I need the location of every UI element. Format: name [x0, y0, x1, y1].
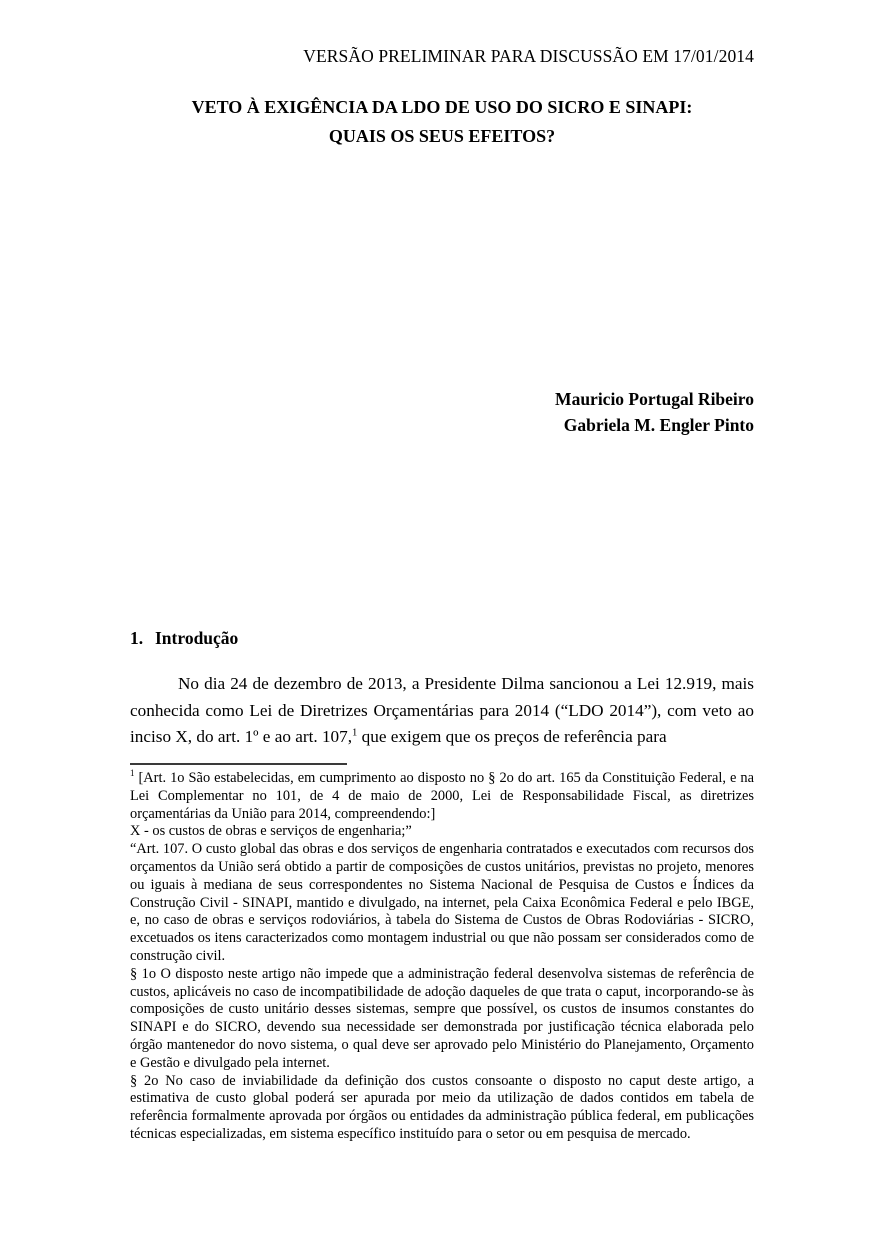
footnote-paragraph-1	[130, 770, 754, 823]
author-name-2: Gabriela M. Engler Pinto	[563, 415, 754, 435]
author-name-1: Mauricio Portugal Ribeiro	[555, 389, 754, 409]
footnote-marker: 1	[130, 768, 135, 779]
footnote-paragraph-2: X - os custos de obras e serviços de engenharia;”	[130, 823, 412, 840]
document-title-line-1: VETO À EXIGÊNCIA DA LDO DE USO DO SICRO E SINAPI:	[191, 97, 693, 117]
footnote-paragraph-3: “Art. 107. O custo global das obras e dos serviços de engenharia contratados e executados com recursos dos orçamentos da União será obtido a partir de composições de custos unitários, previstas no projeto, menores ou iguais à mediana de seus correspondentes no Sistema Nacional de Pesquisa de Custos e Índices da Construção Civil - SINAPI, mantido e divulgado, na internet, pela Caixa Econômica Federal e pelo IBGE, e, no caso de obras e serviços rodoviários, à tabela do Sistema de Custos de Obras Rodoviárias - SICRO, excetuados os itens caracterizados como montagem industrial ou que não possam ser considerados como de construção civil.	[130, 841, 754, 964]
footnote-reference-1: 1	[352, 727, 358, 739]
section-title: Introdução	[155, 628, 239, 648]
footnote-paragraph-1-text: [Art. 1o São estabelecidas, em cumprimento ao disposto no § 2o do art. 165 da Constituição Federal, e na Lei Complementar no 101, de 4 de maio de 2000, Lei de Responsabilidade Fiscal, as diretrizes orçamentárias da União para 2014, compreendendo:]	[130, 770, 754, 822]
draft-version-header: VERSÃO PRELIMINAR PARA DISCUSSÃO EM 17/01/2014	[303, 46, 754, 66]
intro-paragraph-text-continued: que exigem que os preços de referência para	[357, 727, 667, 746]
footnote-paragraph-5: § 2o No caso de inviabilidade da definição dos custos consoante o disposto no caput deste artigo, a estimativa de custo global poderá ser apurada por meio da utilização de dados contidos em tabela de referência formalmente aprovada por órgãos ou entidades da administração pública federal, em publicações técnicas especializadas, em sistema específico instituído para o setor ou em pesquisa de mercado.	[130, 1072, 754, 1142]
document-title	[130, 93, 754, 151]
author-block	[130, 386, 754, 438]
footnote-separator-rule	[130, 763, 347, 765]
document-title-line-2: QUAIS OS SEUS EFEITOS?	[328, 126, 556, 146]
section-number: 1.	[130, 628, 144, 648]
intro-paragraph	[130, 671, 754, 751]
section-heading-introducao	[130, 628, 754, 649]
intro-paragraph-text: No dia 24 de dezembro de 2013, a Presidente Dilma sancionou a Lei 12.919, mais conhecida como Lei de Diretrizes Orçamentárias para 2014 (“LDO 2014”), com veto ao inciso X, do art. 1º e ao art. 107,	[130, 674, 754, 746]
footnote-paragraph-4: § 1o O disposto neste artigo não impede que a administração federal desenvolva sistemas de referência de custos, aplicáveis no caso de incompatibilidade de adoção daqueles de que trata o caput, incorporando-se às composições de custo unitário desses sistemas, sempre que possível, os custos de insumos constantes do SINAPI e do SICRO, devendo sua necessidade ser demonstrada por justificação técnica elaborada pelo órgão mantenedor do novo sistema, o qual deve ser aprovado pelo Ministério do Planejamento, Orçamento e Gestão e divulgado pela internet.	[130, 965, 754, 1071]
footnote-1	[130, 770, 754, 1144]
